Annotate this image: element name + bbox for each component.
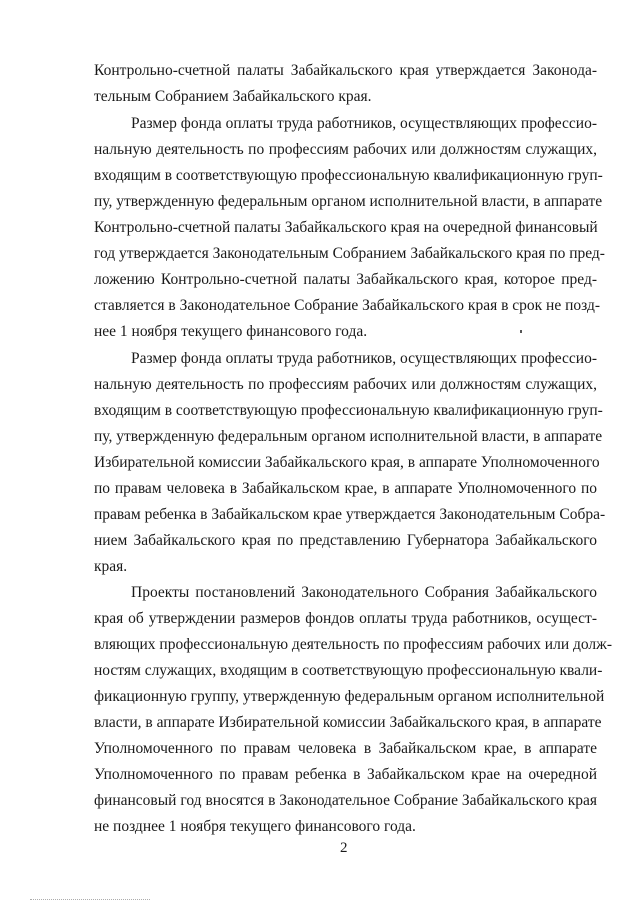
- text-line: нием Забайкальского края по представлению Губернатора Забайкальского: [94, 532, 597, 549]
- text-line: ставляется в Законодательное Собрание Забайкальского края в срок не позд-: [94, 297, 601, 314]
- text-line: Избирательной комиссии Забайкальского края, в аппарате Уполномоченного: [94, 454, 600, 471]
- scan-artifact: [30, 899, 150, 902]
- text-line: края об утверждении размеров фондов оплаты труда работников, осущест-: [94, 610, 597, 627]
- text-line: ностям служащих, входящим в соответствующую профессиональную квали-: [94, 662, 603, 679]
- text-line: Размер фонда оплаты труда работников, осуществляющих профессио-: [131, 350, 597, 367]
- text-line: входящим в соответствующую профессиональную квалификационную груп-: [94, 402, 603, 419]
- text-line: по правам человека в Забайкальском крае, в аппарате Уполномоченного по: [94, 480, 597, 497]
- text-line: вляющих профессиональную деятельность по профессиям рабочих или долж-: [94, 636, 613, 653]
- text-line: финансовый год вносятся в Законодательное Собрание Забайкальского края: [94, 792, 597, 809]
- text-line: правам ребенка в Забайкальском крае утверждается Законодательным Собра-: [94, 506, 606, 523]
- text-line: края.: [94, 558, 128, 575]
- text-line: тельным Собранием Забайкальского края.: [94, 88, 372, 105]
- text-line: нее 1 ноября текущего финансового года.: [94, 323, 368, 340]
- scan-speck: [520, 330, 522, 333]
- page-number: 2: [340, 840, 348, 856]
- text-line: год утверждается Законодательным Собранием Забайкальского края по пред-: [94, 245, 605, 262]
- text-line: Контрольно-счетной палаты Забайкальского края на очередной финансовый: [94, 219, 598, 236]
- text-line: власти, в аппарате Избирательной комиссии Забайкальского края, в аппарате: [94, 714, 602, 731]
- text-line: Проекты постановлений Законодательного Собрания Забайкальского: [131, 584, 597, 601]
- text-line: не позднее 1 ноября текущего финансового года.: [94, 818, 416, 835]
- text-line: Уполномоченного по правам человека в Забайкальском крае, в аппарате: [94, 740, 597, 757]
- text-line: Уполномоченного по правам ребенка в Забайкальском крае на очередной: [94, 766, 597, 783]
- text-line: нальную деятельность по профессиям рабочих или должностям служащих,: [94, 376, 597, 393]
- text-line: фикационную группу, утвержденную федеральным органом исполнительной: [94, 688, 605, 705]
- text-line: пу, утвержденную федеральным органом исполнительной власти, в аппарате: [94, 428, 603, 445]
- text-line: входящим в соответствующую профессиональную квалификационную груп-: [94, 167, 603, 184]
- text-line: нальную деятельность по профессиям рабочих или должностям служащих,: [94, 141, 597, 158]
- text-line: ложению Контрольно-счетной палаты Забайкальского края, которое пред-: [94, 271, 597, 288]
- text-line: пу, утвержденную федеральным органом исполнительной власти, в аппарате: [94, 193, 603, 210]
- text-line: Контрольно-счетной палаты Забайкальского края утверждается Законода-: [94, 62, 597, 79]
- text-line: Размер фонда оплаты труда работников, осуществляющих профессио-: [131, 115, 597, 132]
